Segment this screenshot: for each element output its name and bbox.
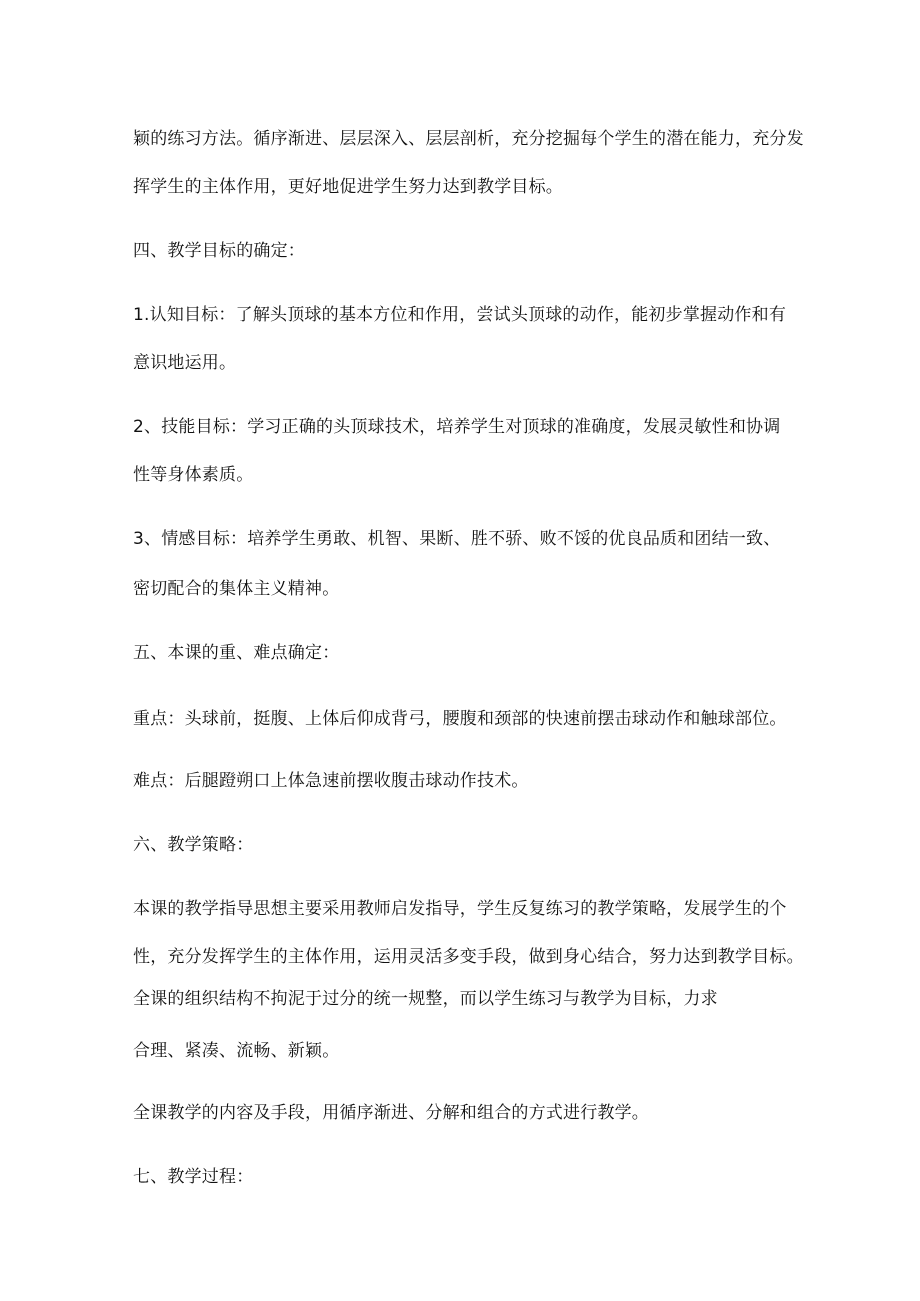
paragraph-line: 1.认知目标：了解头顶球的基本方位和作用，尝试头顶球的动作，能初步掌握动作和有	[133, 305, 787, 325]
paragraph-line: 密切配合的集体主义精神。	[133, 579, 340, 599]
paragraph-line: 3、情感目标：培养学生勇敢、机智、果断、胜不骄、败不馁的优良品质和团结一致、	[133, 529, 781, 549]
paragraph-line: 合理、紧凑、流畅、新颖。	[133, 1041, 340, 1061]
section-heading: 四、教学目标的确定：	[133, 241, 305, 261]
paragraph-line: 重点：头球前，挺腹、上体后仰成背弓，腰腹和颈部的快速前摆击球动作和触球部位。	[133, 709, 787, 729]
paragraph-line: 性等身体素质。	[133, 465, 254, 485]
paragraph-line: 性，充分发挥学生的主体作用，运用灵活多变手段，做到身心结合，努力达到教学目标。	[133, 947, 804, 967]
paragraph-line: 难点：后腿蹬朔口上体急速前摆收腹击球动作技术。	[133, 771, 529, 791]
paragraph-line: 挥学生的主体作用，更好地促进学生努力达到教学目标。	[133, 177, 563, 197]
paragraph-line: 本课的教学指导思想主要采用教师启发指导，学生反复练习的教学策略，发展学生的个	[133, 899, 787, 919]
paragraph-line: 颖的练习方法。循序渐进、层层深入、层层剖析，充分挖掘每个学生的潜在能力，充分发	[133, 129, 804, 149]
section-heading: 五、本课的重、难点确定：	[133, 643, 340, 663]
paragraph-line: 全课教学的内容及手段，用循序渐进、分解和组合的方式进行教学。	[133, 1103, 649, 1123]
section-heading: 七、教学过程：	[133, 1167, 254, 1187]
paragraph-line: 2、技能目标：学习正确的头顶球技术，培养学生对顶球的准确度，发展灵敏性和协调	[133, 417, 781, 437]
paragraph-line: 全课的组织结构不拘泥于过分的统一规整，而以学生练习与教学为目标，力求	[133, 989, 718, 1009]
paragraph-line: 意识地运用。	[133, 353, 237, 373]
section-heading: 六、教学策略：	[133, 835, 254, 855]
